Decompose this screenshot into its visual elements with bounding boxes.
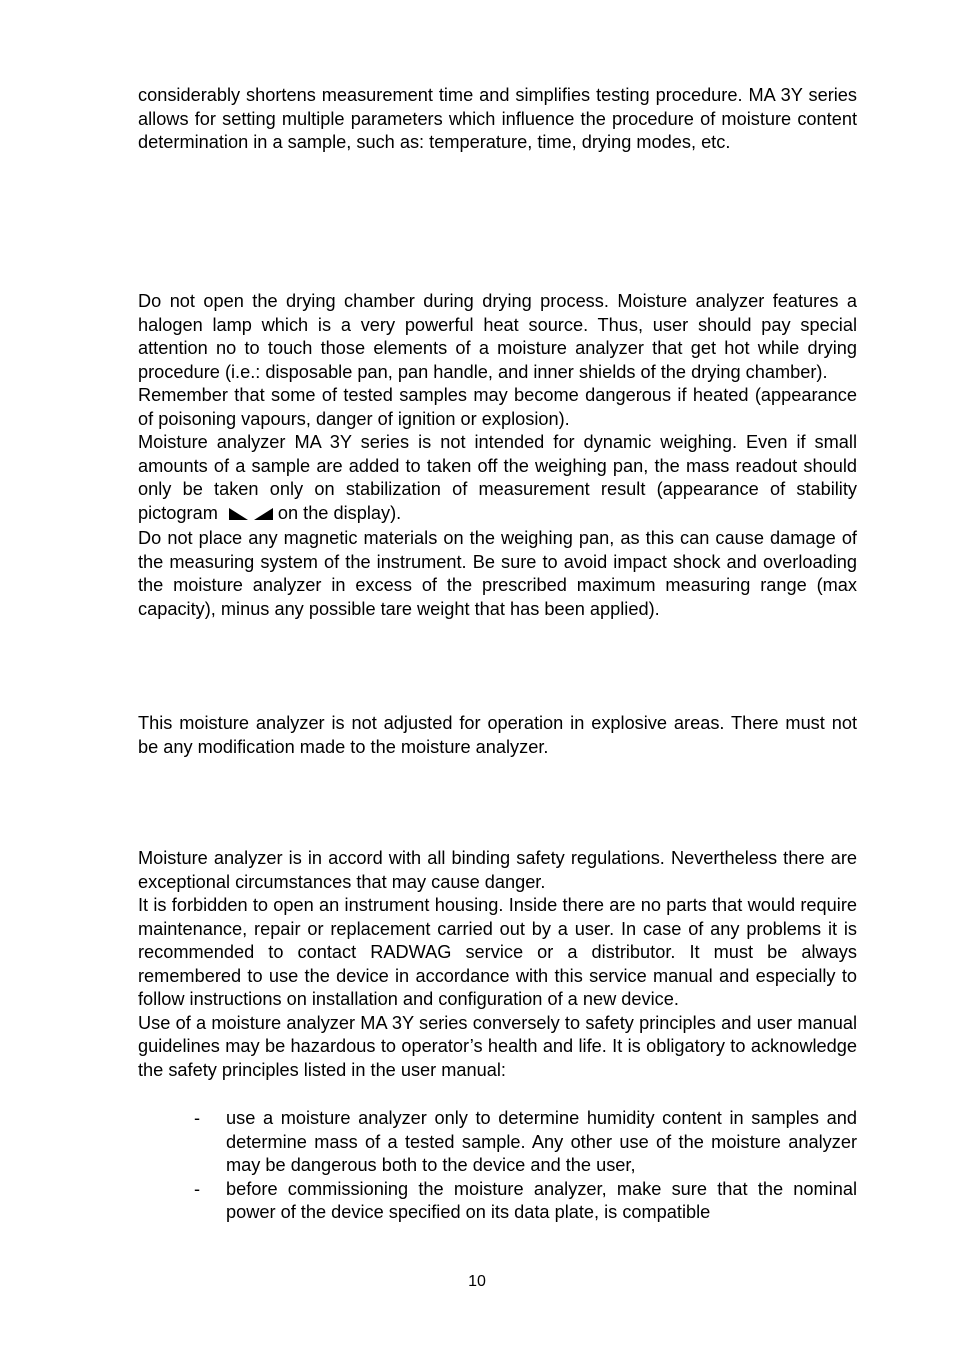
dynamic-weighing-text: Moisture analyzer MA 3Y series is not intended for dynamic weighing. Even if small amounts of a sample are added to taken off the weighing pan, the mass readout should only be taken only on stabilization of measurement result (appearance of stability pictogram (138, 432, 857, 523)
dynamic-weighing-text-end: on the display). (277, 502, 402, 523)
list-item-text: before commissioning the moisture analyzer, make sure that the nominal power of the device specified on its data plate, is compatible (226, 1178, 857, 1222)
safety-principles-list (138, 1107, 857, 1225)
safety-regulations-paragraph: Moisture analyzer is in accord with all binding safety regulations. Nevertheless there are exceptional circumstances that may cause danger. (138, 848, 857, 892)
dangerous-samples-warning: Remember that some of tested samples may become dangerous if heated (appearance of poisoning vapours, danger of ignition or explosion). (138, 385, 857, 429)
drying-safety-block (138, 290, 857, 621)
list-dash: - (194, 1178, 201, 1199)
intro-paragraph-block (138, 84, 857, 155)
list-item-text: use a moisture analyzer only to determine humidity content in samples and determine mass of a tested sample. Any other use of the moisture analyzer may be dangerous both to the device and the user, (226, 1108, 857, 1175)
page-number: 10 (468, 1273, 486, 1290)
housing-warning-paragraph: It is forbidden to open an instrument housing. Inside there are no parts that would require maintenance, repair or replacement carried out by a user. In case of any problems it is recommended to contact RADWAG service or a distributor. It must be always remembered to use the device in accordance with this service manual and especially to follow instructions on installation and configuration of a new device. (138, 895, 857, 1009)
explosive-areas-block (138, 712, 857, 759)
stability-pictogram-icon (228, 504, 274, 528)
list-item (138, 1178, 857, 1225)
list-item (138, 1107, 857, 1178)
magnetic-materials-warning: Do not place any magnetic materials on the weighing pan, as this can cause damage of the measuring system of the instrument. Be sure to avoid impact shock and overloading the moisture analyzer in excess of the prescribed maximum measuring range (max capacity), minus any possible tare weight that has been applied). (138, 528, 857, 619)
explosive-areas-note: This moisture analyzer is not adjusted for operation in explosive areas. There must not be any modification made to the moisture analyzer. (138, 713, 857, 757)
safety-principles-paragraph: Use of a moisture analyzer MA 3Y series conversely to safety principles and user manual guidelines may be hazardous to operator’s health and life. It is obligatory to acknowledge the safety principles listed in the user manual: (138, 1012, 857, 1080)
safety-regulations-block (138, 847, 857, 1082)
list-dash: - (194, 1108, 201, 1128)
drying-chamber-warning: Do not open the drying chamber during drying process. Moisture analyzer features a halogen lamp which is a very powerful heat source. Thus, user should pay special attention no to touch those elements of a moisture analyzer that get hot while drying procedure (i.e.: disposable pan, pan handle, and inner shields of the drying chamber). (138, 291, 857, 382)
intro-paragraph: considerably shortens measurement time and simplifies testing procedure. MA 3Y series allows for setting multiple parameters which influence the procedure of moisture content determination in a sample, such as: temperature, time, drying modes, etc. (138, 85, 857, 152)
dynamic-weighing-note (138, 431, 857, 527)
